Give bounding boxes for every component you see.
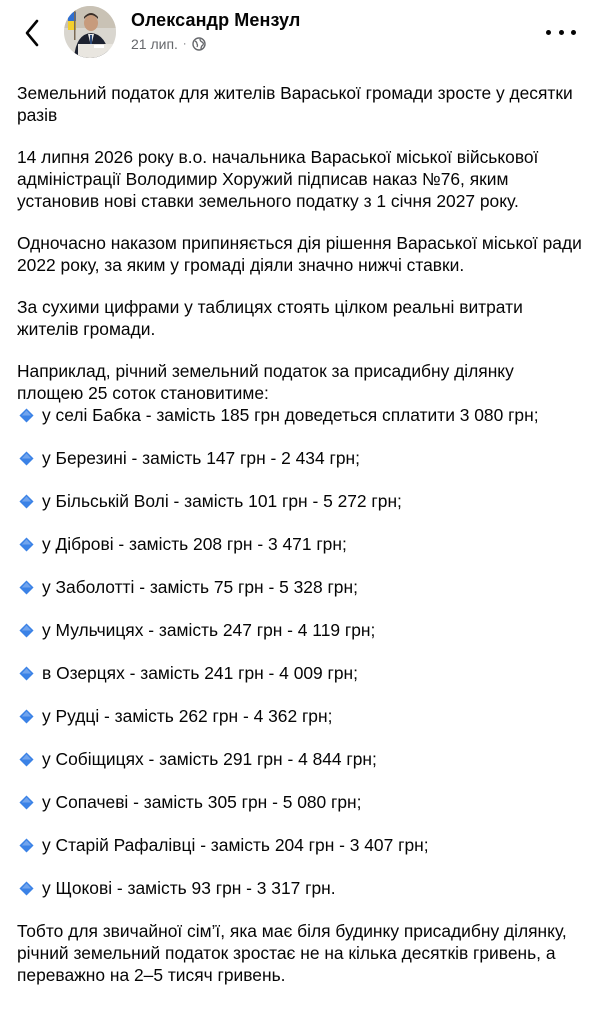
blue-diamond-icon [19,537,34,552]
list-item [17,748,583,770]
blue-diamond-icon [19,795,34,810]
list-item [17,877,583,899]
more-dots-icon [571,30,576,35]
more-dots-icon [559,30,564,35]
blue-diamond-icon [19,494,34,509]
list-item-text: у Сопачеві - замість 305 грн - 5 080 грн; [42,792,362,812]
blue-diamond-icon [19,709,34,724]
post-closing: Тобто для звичайної сім’ї, яка має біля будинку присадибну ділянку, річний земельний податок зростає не на кілька десятків гривень, а переважно на 2–5 тисяч гривень. [17,921,567,985]
list-item-text: у Щокові - замість 93 грн - 3 317 грн. [42,878,336,898]
more-dots-icon [546,30,551,35]
post-header [0,0,596,66]
list-item-text: у Рудці - замість 262 грн - 4 362 грн; [42,706,333,726]
meta-separator: · [182,38,187,50]
tax-list [17,404,583,899]
list-item-text: у Собіщицях - замість 291 грн - 4 844 грн; [42,749,377,769]
list-item [17,490,583,512]
blue-diamond-icon [19,580,34,595]
list-item-text: у Березині - замість 147 грн - 2 434 грн; [42,448,360,468]
list-item [17,404,583,426]
list-item-text: у Більській Волі - замість 101 грн - 5 272 грн; [42,491,402,511]
blue-diamond-icon [19,881,34,896]
list-item-text: у Мульчицях - замість 247 грн - 4 119 грн; [42,620,376,640]
timestamp[interactable]: 21 лип. [131,36,178,52]
blue-diamond-icon [19,408,34,423]
avatar[interactable] [64,6,116,58]
post-meta [131,36,206,52]
post-paragraph: За сухими цифрами у таблицях стоять цілком реальні витрати жителів громади. [17,297,523,339]
post-headline: Земельний податок для жителів Вараської громади зросте у десятки разів [17,83,573,125]
list-intro: Наприклад, річний земельний податок за присадибну ділянку площею 25 соток становитиме: [17,361,514,403]
blue-diamond-icon [19,623,34,638]
list-item [17,705,583,727]
more-options-button[interactable] [546,20,576,44]
list-item [17,447,583,469]
post-paragraph: Одночасно наказом припиняється дія рішення Вараської міської ради 2022 року, за яким у громаді діяли значно нижчі ставки. [17,233,582,275]
list-item [17,834,583,856]
list-item-text: у селі Бабка - замість 185 грн доведеться сплатити 3 080 грн; [42,405,539,425]
list-item [17,533,583,555]
chevron-left-icon [24,19,40,47]
post-paragraph: 14 липня 2026 року в.о. начальника Вараської міської військової адміністрації Володимир Хоружий підписав наказ №76, яким установив нові ставки земельного податку з 1 січня 2027 року. [17,147,539,211]
avatar-image [64,6,116,58]
list-item [17,576,583,598]
list-item [17,662,583,684]
author-name[interactable]: Олександр Мензул [131,10,301,30]
globe-icon[interactable] [192,37,206,51]
list-item-text: у Діброві - замість 208 грн - 3 471 грн; [42,534,347,554]
blue-diamond-icon [19,838,34,853]
list-item-text: у Заболотті - замість 75 грн - 5 328 грн; [42,577,358,597]
blue-diamond-icon [19,752,34,767]
blue-diamond-icon [19,451,34,466]
list-item [17,619,583,641]
blue-diamond-icon [19,666,34,681]
back-button[interactable] [18,16,46,50]
list-item-text: в Озерцях - замість 241 грн - 4 009 грн; [42,663,358,683]
post-body [17,82,583,1006]
list-item-text: у Старій Рафалівці - замість 204 грн - 3 407 грн; [42,835,429,855]
list-item [17,791,583,813]
